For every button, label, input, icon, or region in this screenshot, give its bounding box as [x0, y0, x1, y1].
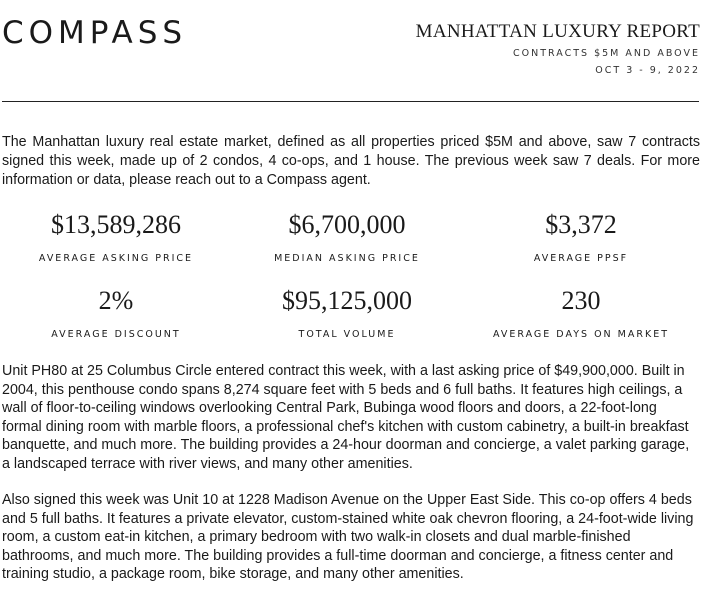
stat-label: AVERAGE ASKING PRICE [38, 253, 194, 264]
stats-row-1 [0, 207, 700, 283]
stat-value: $95,125,000 [282, 286, 412, 315]
stat-label: MEDIAN ASKING PRICE [274, 253, 420, 264]
report-title: MANHATTAN LUXURY REPORT [415, 21, 700, 42]
stat-value: $13,589,286 [51, 210, 181, 239]
stat-median-asking-price [232, 207, 462, 283]
stat-average-ppsf [462, 207, 700, 283]
report-header [416, 22, 700, 75]
listing-paragraph-1: Unit PH80 at 25 Columbus Circle entered contract this week, with a last asking price of $49,900,000. Built in 2004, this penthouse condo spans 8,274 square feet with 5 beds and 6 full baths. It features high ceilings, a wall of floor-to-ceiling windows overlooking Central Park, Bubinga wood floors and doors, a 22-foot-long formal dining room with marble floors, a professional chef's kitchen with custom cabinetry, a built-in breakfast banquette, and much more. The building provides a 24-hour doorman and concierge, a valet parking garage, a landscaped terrace with river views, and many other amenities. [2, 363, 690, 472]
header-divider [2, 101, 699, 102]
stat-value: $6,700,000 [288, 210, 406, 239]
stat-value: $3,372 [545, 210, 617, 239]
stat-value: 230 [561, 286, 601, 315]
report-date-range: OCT 3 - 9, 2022 [595, 64, 700, 76]
listing-paragraph-2: Also signed this week was Unit 10 at 1228 Madison Avenue on the Upper East Side. This co-op offers 4 beds and 5 full baths. It features a private elevator, custom-stained white oak chevron flooring, a 24-foot-wide living room, a custom eat-in kitchen, a primary bedroom with two walk-in closets and dual marble-finished bathrooms, and much more. The building provides a full-time doorman and concierge, a fitness center and training studio, a package room, bike storage, and many other amenities. [2, 492, 694, 583]
stat-label: AVERAGE PPSF [533, 253, 629, 264]
stat-average-discount [0, 283, 232, 359]
stat-label: TOTAL VOLUME [298, 329, 396, 340]
intro-paragraph: The Manhattan luxury real estate market, defined as all properties priced $5M and above, saw 7 contracts signed this week, made up of 2 condos, 4 co-ops, and 1 house. The previous week saw 7 deals. For more information or data, please reach out to a Compass agent. [2, 134, 700, 188]
stats-grid [0, 207, 700, 359]
compass-logo: COMPASS [2, 15, 188, 51]
stat-value: 2% [98, 286, 134, 315]
stat-label: AVERAGE DAYS ON MARKET [492, 329, 670, 340]
stat-average-asking-price [0, 207, 232, 283]
stat-label: AVERAGE DISCOUNT [51, 329, 181, 340]
stats-row-2 [0, 283, 700, 359]
stat-total-volume [232, 283, 462, 359]
stat-average-days-on-market [462, 283, 700, 359]
report-subtitle: CONTRACTS $5M AND ABOVE [513, 48, 700, 59]
